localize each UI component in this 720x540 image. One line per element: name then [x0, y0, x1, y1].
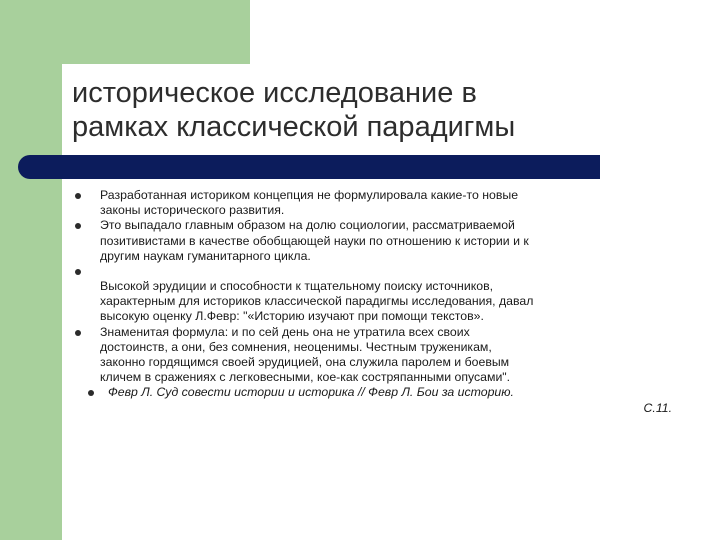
bullet-line: Это выпадало главным образом на долю социологии, рассматриваемой [100, 218, 515, 233]
bullet-item [72, 218, 672, 264]
bullet-line: Знаменитая формула: и по сей день она не утратила всех своих [100, 324, 470, 339]
reference-item [72, 385, 672, 415]
bullet-item [72, 188, 672, 218]
reference-page: С.11. [643, 400, 672, 415]
bullet-item [72, 279, 672, 325]
bullet-line: законы исторического развития. [100, 203, 285, 218]
bullet-item [72, 325, 672, 386]
bullet-line: достоинств, а они, без сомнения, неоценимы. Честным труженикам, [100, 339, 492, 354]
bullet-line: высокую оценку Л.Февр: "«Историю изучают при помощи текстов». [100, 309, 484, 324]
reference-line: Февр Л. Суд совести истории и историка // Февр Л. Бои за историю. [108, 385, 514, 400]
bullet-line: Высокой эрудиции и способности к тщательному поиску источников, [100, 279, 494, 294]
slide-body [72, 188, 672, 416]
bullet-line: кличем в сражениях с легковесными, кое-как состряпанными опусами". [100, 370, 511, 385]
slide-title [72, 76, 692, 144]
slide-title-line-1: историческое исследование в [72, 77, 477, 109]
decor-green-strip [0, 0, 62, 540]
bullet-line: характерным для историков классической парадигмы исследования, давал [100, 294, 534, 309]
bullet-line: позитивистами в качестве обобщающей науки по отношению к истории и к [100, 233, 529, 248]
slide-title-line-2: рамках классической парадигмы [72, 111, 516, 143]
bullet-line: другим наукам гуманитарного цикла. [100, 248, 311, 263]
bullet-dot-icon [75, 223, 81, 229]
title-divider-bar [18, 155, 600, 179]
bullet-dot-icon [75, 330, 81, 336]
bullet-line: законно гордящимся своей эрудицией, она служила паролем и боевым [100, 355, 510, 370]
bullet-dot-icon [75, 193, 81, 199]
bullet-item-empty [72, 264, 672, 279]
bullet-line: Разработанная историком концепция не формулировала какие-то новые [100, 188, 519, 202]
bullet-dot-icon [88, 390, 94, 396]
bullet-dot-icon [75, 269, 81, 275]
empty-line [100, 264, 672, 279]
